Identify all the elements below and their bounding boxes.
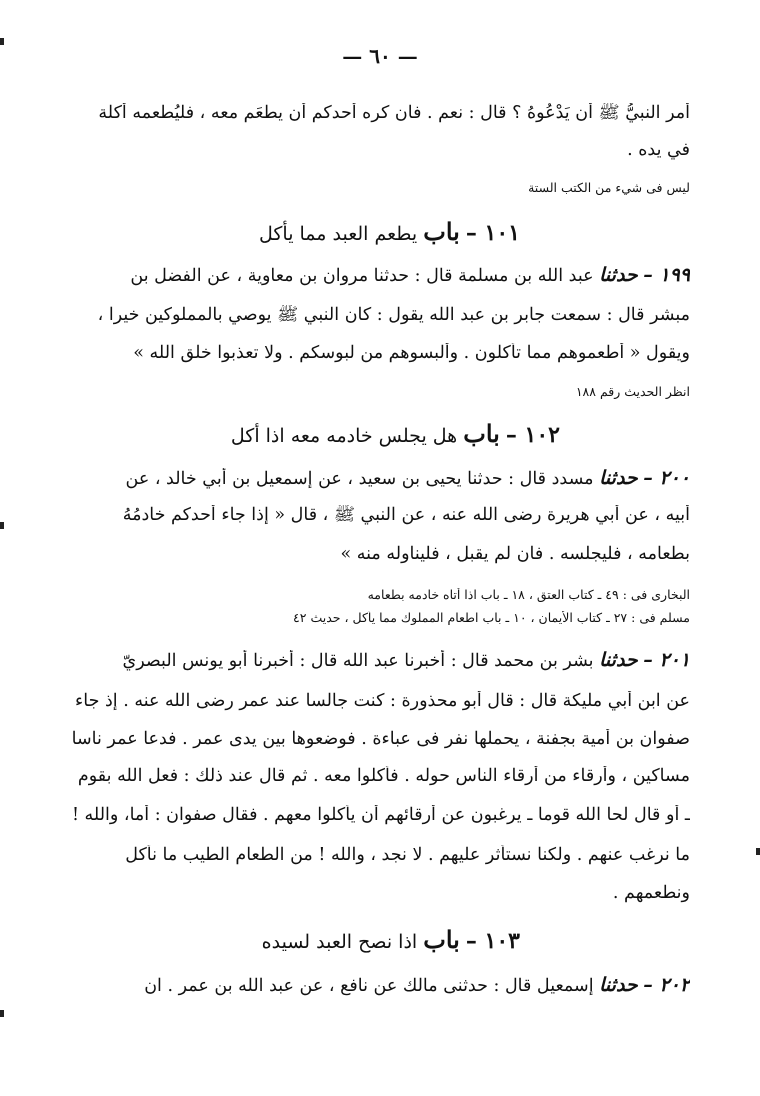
text-line: صفوان بن أمية بجفنة ، يحملها نفر فى عباءة . فوضعوها بين يدى عمر . فدعا عمر ناسا: [71, 729, 690, 749]
hadith-text: مسدد قال : حدثنا يحيى بن سعيد ، عن إسمعيل بن أبي خالد ، عن: [125, 469, 594, 489]
scan-mark: [0, 1010, 4, 1017]
text-line: ويقول « أطعموهم مما تأكلون . وألبسوهم من لبوسكم . ولا تعذبوا خلق الله »: [133, 343, 690, 363]
footnote: انظر الحديث رقم ١٨٨: [575, 385, 690, 399]
hadith-number: ٢٠٢ –: [643, 975, 690, 996]
hadith-text: بشر بن محمد قال : أخبرنا عبد الله قال : أخبرنا أبو يونس البصريّ: [122, 651, 594, 671]
hadith-text: إسمعيل قال : حدثنى مالك عن نافع ، عن عبد الله بن عمر . ان: [144, 976, 594, 996]
chapter-word: باب: [423, 926, 460, 954]
text-line: مبشر قال : سمعت جابر بن عبد الله يقول : كان النبي ﷺ يوصي بالمملوكين خيرا ،: [97, 305, 690, 325]
hadith-number: ٢٠٠ –: [643, 468, 690, 489]
footnote: مسلم فى : ٢٧ ـ كتاب الأيمان ، ١٠ ـ باب اطعام المملوك مما يأكل ، حديث ٤٢: [293, 611, 690, 625]
text-line: ـ أو قال لحا الله قوما ـ يرغبون عن أرقائهم أن يأكلوا معهم . فقال صفوان : أما، والله !: [71, 805, 690, 825]
text-line: [70, 468, 690, 490]
chapter-word: باب: [463, 420, 500, 448]
text-line: [70, 975, 690, 997]
chapter-title: هل يجلس خادمه معه اذا أكل: [230, 425, 458, 447]
text-line: عن ابن أبي مليكة قال : قال أبو محذورة : كنت جالسا عند عمر رضى الله عنه . إذ جاء: [75, 691, 690, 711]
text-line: أمر النبيُّ ﷺ أن يَدْعُوهُ ؟ قال : نعم . فان كره أحدكم أن يطعَم معه ، فليُطعمه أُكلة: [98, 103, 690, 123]
scan-mark: [0, 522, 4, 529]
hadith-lead: حدثنا: [599, 265, 638, 286]
chapter-number: ١٠٣ –: [465, 928, 520, 954]
chapter-title: يطعم العبد مما يأكل: [258, 223, 418, 245]
hadith-lead: حدثنا: [599, 468, 638, 489]
chapter-number: ١٠١ –: [465, 220, 520, 246]
page-number: — ٦٠ —: [342, 44, 418, 68]
hadith-number: ١٩٩ –: [643, 265, 690, 286]
scan-mark: [756, 848, 760, 855]
chapter-number: ١٠٢ –: [505, 422, 560, 448]
chapter-word: باب: [423, 218, 460, 246]
text-line: ونطعمهم .: [612, 883, 690, 903]
text-line: في يده .: [627, 140, 690, 160]
hadith-number: ٢٠١ –: [643, 650, 690, 671]
hadith-lead: حدثنا: [599, 975, 638, 996]
text-line: بطعامه ، فليجلسه . فان لم يقبل ، فليناوله منه »: [340, 544, 690, 564]
text-line: مساكين ، وأرقاء من أرقاء الناس حوله . فأكلوا معه . ثم قال عند ذلك : فعل الله بقوم: [77, 766, 690, 786]
hadith-lead: حدثنا: [599, 650, 638, 671]
text-line: ما نرغب عنهم . ولكنا نستأثر عليهم . لا نجد ، والله ! من الطعام الطيب ما نأكل: [125, 845, 690, 865]
footnote: ليس فى شيء من الكتب الستة: [528, 181, 690, 195]
chapter-heading: [259, 218, 520, 246]
chapter-heading: [231, 420, 560, 448]
hadith-text: عبد الله بن مسلمة قال : حدثنا مروان بن معاوية ، عن الفضل بن: [130, 266, 594, 286]
text-line: [70, 650, 690, 672]
text-line: أبيه ، عن أبي هريرة رضى الله عنه ، عن النبي ﷺ ، قال « إذا جاء أحدكم خادمُهُ: [122, 505, 690, 525]
chapter-heading: [262, 926, 520, 954]
footnote: البخارى فى : ٤٩ ـ كتاب العتق ، ١٨ ـ باب اذا أتاه خادمه بطعامه: [367, 588, 690, 602]
text-line: [70, 265, 690, 287]
chapter-title: اذا نصح العبد لسيده: [261, 931, 418, 953]
